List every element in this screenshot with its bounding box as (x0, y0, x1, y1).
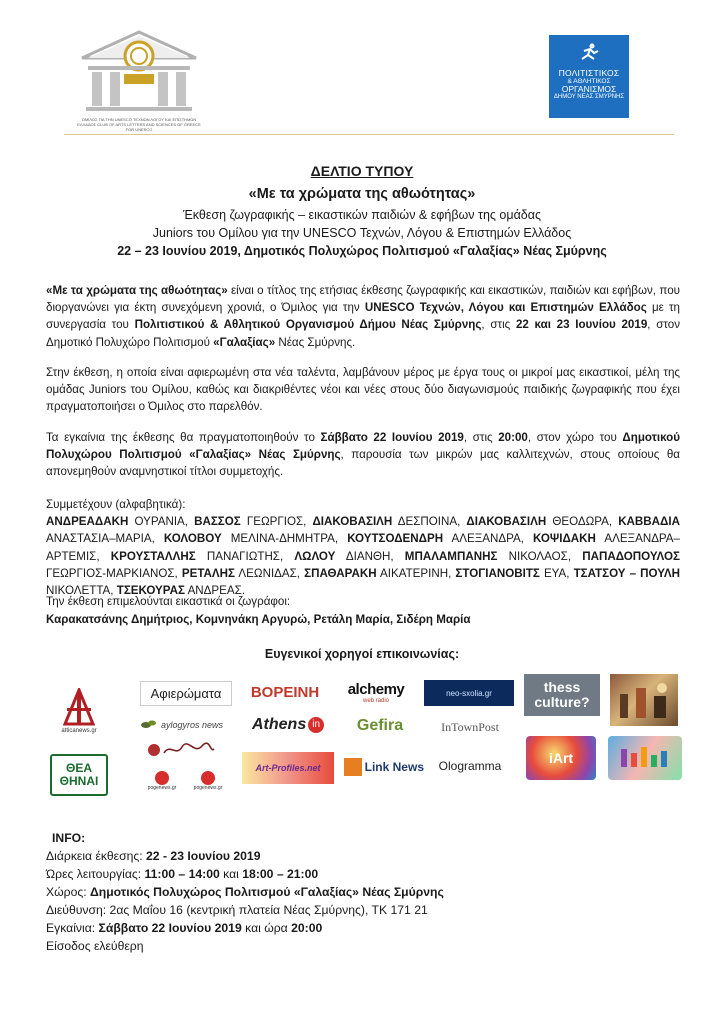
sponsor-logo-colorful (608, 736, 682, 780)
subtitle-line-1: Έκθεση ζωγραφικής – εικαστικών παιδιών & εφήβων της ομάδας (182, 208, 542, 222)
logo-line-3: ΟΡΓΑΝΙΣΜΟΣ (561, 84, 617, 94)
participant-surname: ΒΑΣΣΟΣ (194, 515, 241, 529)
text-span: Τα εγκαίνια της έκθεσης θα πραγματοποιηθούν το (46, 431, 321, 444)
info-entry: Είσοδος ελεύθερη (46, 939, 144, 953)
participants-paragraph (46, 496, 680, 599)
participant-surname: ΣΤΟΓΙΑΝΟΒΙΤΣ (455, 566, 540, 580)
info-title: INFO: (52, 831, 86, 845)
text-span: , στις (463, 431, 499, 444)
curators-intro: Την έκθεση επιμελούνται εικαστικά οι ζωγράφοι: (46, 595, 291, 608)
sponsor-logo-thess-culture (524, 674, 600, 716)
sponsor-logo-vintage (140, 740, 222, 760)
participant-name: ΔΕΣΠΟΙΝΑ, (392, 515, 467, 529)
sponsor-logo-alchemy (340, 678, 412, 706)
subtitle-dates-venue: 22 – 23 Ιουνίου 2019, Δημοτικός Πολυχώρος Πολιτισμού «Γαλαξίας» Νέας Σμύρνης (117, 244, 607, 258)
bold-organization-name: Πολιτιστικού & Αθλητικού Οργανισμού Δήμου Νέας Σμύρνης (134, 318, 482, 332)
participant-surname: ΤΣΕΚΟΥΡΑΣ (116, 584, 185, 598)
participant-surname: ΡΕΤΑΛΗΣ (181, 566, 235, 580)
participant-surname: ΜΠΑΛΑΜΠΑΝΗΣ (404, 549, 498, 563)
participant-surname: ΤΣΑΤΣΟΥ – ΠΟΥΛΗ (573, 566, 680, 580)
participant-surname: ΔΙΑΚΟΒΑΣΙΛΗ (312, 515, 393, 529)
athens-in-label: Athens (252, 716, 307, 733)
participant-surname: ΣΠΑΘΑΡΑΚΗ (304, 566, 377, 580)
exhibition-title: «Με τα χρώματα της αθωότητας» (248, 186, 476, 202)
bold-club-name: UNESCO Τεχνών, Λόγου και Επιστημών Ελλάδος (364, 301, 647, 315)
participant-name: ΑΛΕΞΑΝΔΡΑ, (443, 532, 533, 546)
bold-opening-date: Σάββατο 22 Ιουνίου 2019 (320, 431, 464, 444)
participant-name: ΘΕΟΔΩΡΑ, (546, 515, 619, 529)
participants-intro: Συμμετέχουν (αλφαβητικά): (46, 498, 186, 511)
info-venue (46, 883, 686, 901)
alchemy-label: alchemy (347, 680, 405, 698)
participant-name: ΓΕΩΡΓΙΟΣ, (240, 515, 313, 529)
municipal-organization-logo (549, 35, 629, 118)
participant-surname: ΚΑΒΒΑΔΙΑ (618, 515, 680, 529)
link-news-mark-icon (344, 758, 362, 776)
script-logo-icon (146, 741, 216, 759)
bold-venue-name: Δημοτικού Πολυχώρου Πολιτισμού «Γαλαξίας» Νέας Σμύρνης (46, 431, 680, 462)
text-span: , στον χώρο του (527, 431, 623, 444)
participant-surname: ΚΡΟΥΣΤΑΛΛΗΣ (110, 549, 196, 563)
participant-name: ΑΙΚΑΤΕΡΙΝΗ, (376, 566, 456, 580)
art-profiles-label: Art-Profiles.net (255, 763, 321, 773)
participants-list (46, 515, 680, 597)
neosxolia-label: neo-sxolia.gr (446, 688, 492, 698)
sponsor-logo-pogenews-1 (144, 766, 180, 796)
sponsor-logo-link-news (344, 754, 424, 780)
sponsor-logo-gefira (344, 712, 416, 740)
bold-title-ref: «Με τα χρώματα της αθωότητας» (46, 284, 228, 297)
duration-label: Διάρκεια έκθεσης: (46, 849, 147, 863)
thea-thinai-label: ΘΕΑ ΘΗΝΑΙ (59, 761, 99, 788)
participant-name: ΛΕΩΝΙΔΑΣ, (234, 566, 305, 580)
temple-emblem-icon (74, 28, 204, 116)
iart-label: iArt (548, 750, 574, 766)
participant-surname: ΚΟΥΤΣΟΔΕΝΔΡΗ (347, 532, 444, 546)
sponsor-logo-thea-thinai (50, 754, 108, 796)
pogenews-dot-icon (201, 771, 215, 785)
header-divider (64, 134, 674, 135)
participant-name: ΔΙΑΝΘΗ, (335, 549, 405, 563)
afieromata-label: Αφιερώματα (150, 686, 222, 701)
sponsor-logo-pogenews-2 (190, 766, 226, 796)
opening-time: 20:00 (291, 921, 323, 935)
alchemy-sublabel: web radio (362, 697, 389, 704)
unesco-club-logo (74, 28, 204, 132)
participant-surname: ΚΟΛΟΒΟΥ (163, 532, 222, 546)
text-span: Νέας Σμύρνης. (275, 335, 356, 349)
hours-morning: 11:00 – 14:00 (144, 867, 220, 881)
sponsor-logo-neosxolia (424, 680, 514, 706)
curators-paragraph (46, 593, 680, 629)
info-block (46, 829, 686, 955)
venue-value: Δημοτικός Πολυχώρος Πολιτισμού «Γαλαξίας» Νέας Σμύρνης (90, 885, 444, 899)
participant-name: ΠΑΝΑΓΙΩΤΗΣ, (195, 549, 295, 563)
venue-label: Χώρος: (46, 885, 91, 899)
logo-line-2: & ΑΘΛΗΤΙΚΟΣ (567, 78, 611, 85)
participant-name: ΓΕΩΡΓΙΟΣ-ΜΑΡΚΙΑΝΟΣ, (46, 566, 182, 580)
unesco-club-logo-caption: ΟΜΙΛΟΣ ΓΙΑ ΤΗΝ UNESCO ΤΕΧΝΩΝ ΛΟΓΟΥ ΚΑΙ ΕΠΙΣΤΗΜΩΝ ΕΛΛΑΔΟΣ CLUB OF ARTS LETTERS AND SCIENCES OF GREECE FOR UNESCO (77, 117, 201, 132)
info-opening (46, 919, 686, 937)
sponsor-logo-painting (610, 674, 678, 726)
duration-value: 22 - 23 Ιουνίου 2019 (146, 849, 261, 863)
festival-art-icon (615, 743, 675, 773)
opening-mid: και ώρα (241, 921, 292, 935)
participant-name: ΟΥΡΑΝΙΑ, (128, 515, 195, 529)
participant-name: ΑΝΔΡΕΑΣ. (184, 584, 246, 598)
participant-name: ΜΕΛΙΝΑ-ΔΗΜΗΤΡΑ, (221, 532, 348, 546)
participant-surname: ΑΝΔΡΕΑΔΑΚΗ (46, 515, 129, 529)
intownpost-label: InTownPost (441, 719, 499, 734)
subtitle-line-2: Juniors του Ομίλου για την UNESCO Τεχνών, Λόγου & Επιστημών Ελλάδος (152, 226, 572, 240)
curators-names: Καρακατσάνης Δημήτριος, Κομνηνάκη Αργυρώ, Ρετάλη Μαρία, Σιδέρη Μαρία (46, 613, 471, 626)
link-news-label: Link News (364, 760, 424, 774)
gefira-label: Gefira (356, 717, 404, 734)
participant-surname: ΠΑΠΑΔΟΠΟΥΛΟΣ (582, 549, 680, 563)
intro-paragraph (46, 282, 680, 351)
info-address: Διεύθυνση: 2ας Μαΐου 16 (κεντρική πλατεία Νέας Σμύρνης), ΤΚ 171 21 (46, 903, 428, 917)
hours-and: και (219, 867, 243, 881)
atticanews-emblem-icon (59, 688, 99, 728)
opening-date: Σάββατο 22 Ιουνίου 2019 (98, 921, 242, 935)
text-span: , στις (481, 318, 516, 332)
bold-venue: «Γαλαξίας» (213, 335, 276, 349)
bold-opening-time: 20:00 (498, 431, 528, 444)
logo-line-4: ΔΗΜΟΥ ΝΕΑΣ ΣΜΥΡΝΗΣ (553, 94, 625, 100)
sponsors-title: Ευγενικοί χορηγοί επικοινωνίας: (264, 647, 460, 661)
sponsor-logo-art-profiles (242, 752, 334, 784)
hours-label: Ώρες λειτουργίας: (46, 867, 145, 881)
text-span: με τη συνεργασία του (46, 301, 680, 332)
still-life-image-icon (614, 678, 674, 722)
opening-label: Εγκαίνια: (46, 921, 99, 935)
pogenews-label-1: pogenews.gr (147, 785, 177, 791)
participant-name: ΑΝΑΣΤΑΣΙΑ–ΜΑΡΙΑ, (46, 532, 164, 546)
sponsor-logo-athens-in (252, 712, 324, 738)
thess-culture-label: thess culture? (534, 679, 590, 710)
participant-surname: ΛΩΛΟΥ (294, 549, 336, 563)
sponsor-logo-aylogyros (140, 714, 230, 736)
opening-paragraph (46, 429, 680, 481)
info-duration (46, 847, 686, 865)
sponsor-logo-intownpost (428, 716, 512, 738)
ologramma-label: Ologramma (438, 759, 502, 773)
runner-icon (549, 43, 629, 66)
participant-name: ΝΙΚΟΛΑΟΣ, (497, 549, 583, 563)
logo-line-1: ΠΟΛΙΤΙΣΤΙΚΟΣ (558, 68, 620, 78)
press-release-title: ΔΕΛΤΙΟ ΤΥΠΟΥ (310, 163, 414, 179)
aylogyros-label: aylogyros news (161, 720, 224, 730)
participant-surname: ΔΙΑΚΟΒΑΣΙΛΗ (466, 515, 547, 529)
participant-surname: ΚΟΨΙΔΑΚΗ (533, 532, 596, 546)
sponsor-logo-iart (526, 736, 596, 780)
participant-name: ΕΥΑ, (539, 566, 574, 580)
text-span: , παρουσία των μικρών μας καλλιτεχνών, στους οποίους θα απονεμηθούν αναμνηστικοί τίτλοι συμμετοχής. (46, 448, 681, 479)
pogenews-dot-icon (155, 771, 169, 785)
pogenews-label-2: pogenews.gr (193, 785, 223, 791)
participant-name: ΑΛΕΞΑΝΔΡΑ–ΑΡΤΕΜΙΣ, (46, 532, 680, 563)
voreini-label: ΒΟΡΕΙΝΗ (250, 684, 320, 701)
sponsor-logo-ologramma (430, 756, 510, 776)
bold-dates: 22 και 23 Ιουνίου 2019 (515, 318, 648, 332)
sponsor-logo-voreini (244, 681, 326, 704)
olive-branch-icon (140, 717, 158, 733)
atticanews-label: atticanews.gr (61, 728, 97, 734)
hours-evening: 18:00 – 21:00 (242, 867, 319, 881)
sponsor-logo-afieromata (140, 681, 232, 706)
text-span: είναι ο τίτλος της ετήσιας έκθεσης ζωγραφικής και εικαστικών, παιδιών και εφήβων, που διοργανώνει για έκτη συνεχόμενη χρονιά, ο Όμιλος για την (46, 284, 680, 315)
text-span: , στον Δημοτικό Πολυχώρο Πολιτισμού (46, 318, 681, 349)
participant-name: ΝΙΚΟΛΕΤΤΑ, (46, 584, 117, 598)
info-hours (46, 865, 686, 883)
talents-paragraph: Στην έκθεση, η οποία είναι αφιερωμένη στα νέα ταλέντα, λαμβάνουν μέρος με έργα τους οι μικροί μας εικαστικοί, μέλη της ομάδας Juniors του Ομίλου, καθώς και διακριθέντες νέοι και νέες στους δύο διαγωνισμούς παιδικής ζωγραφικής που έχει πραγματοποιήσει ο Όμιλος στο παρελθόν. (46, 366, 680, 414)
athens-in-badge: in (308, 717, 324, 733)
sponsor-logo-atticanews (46, 683, 112, 739)
